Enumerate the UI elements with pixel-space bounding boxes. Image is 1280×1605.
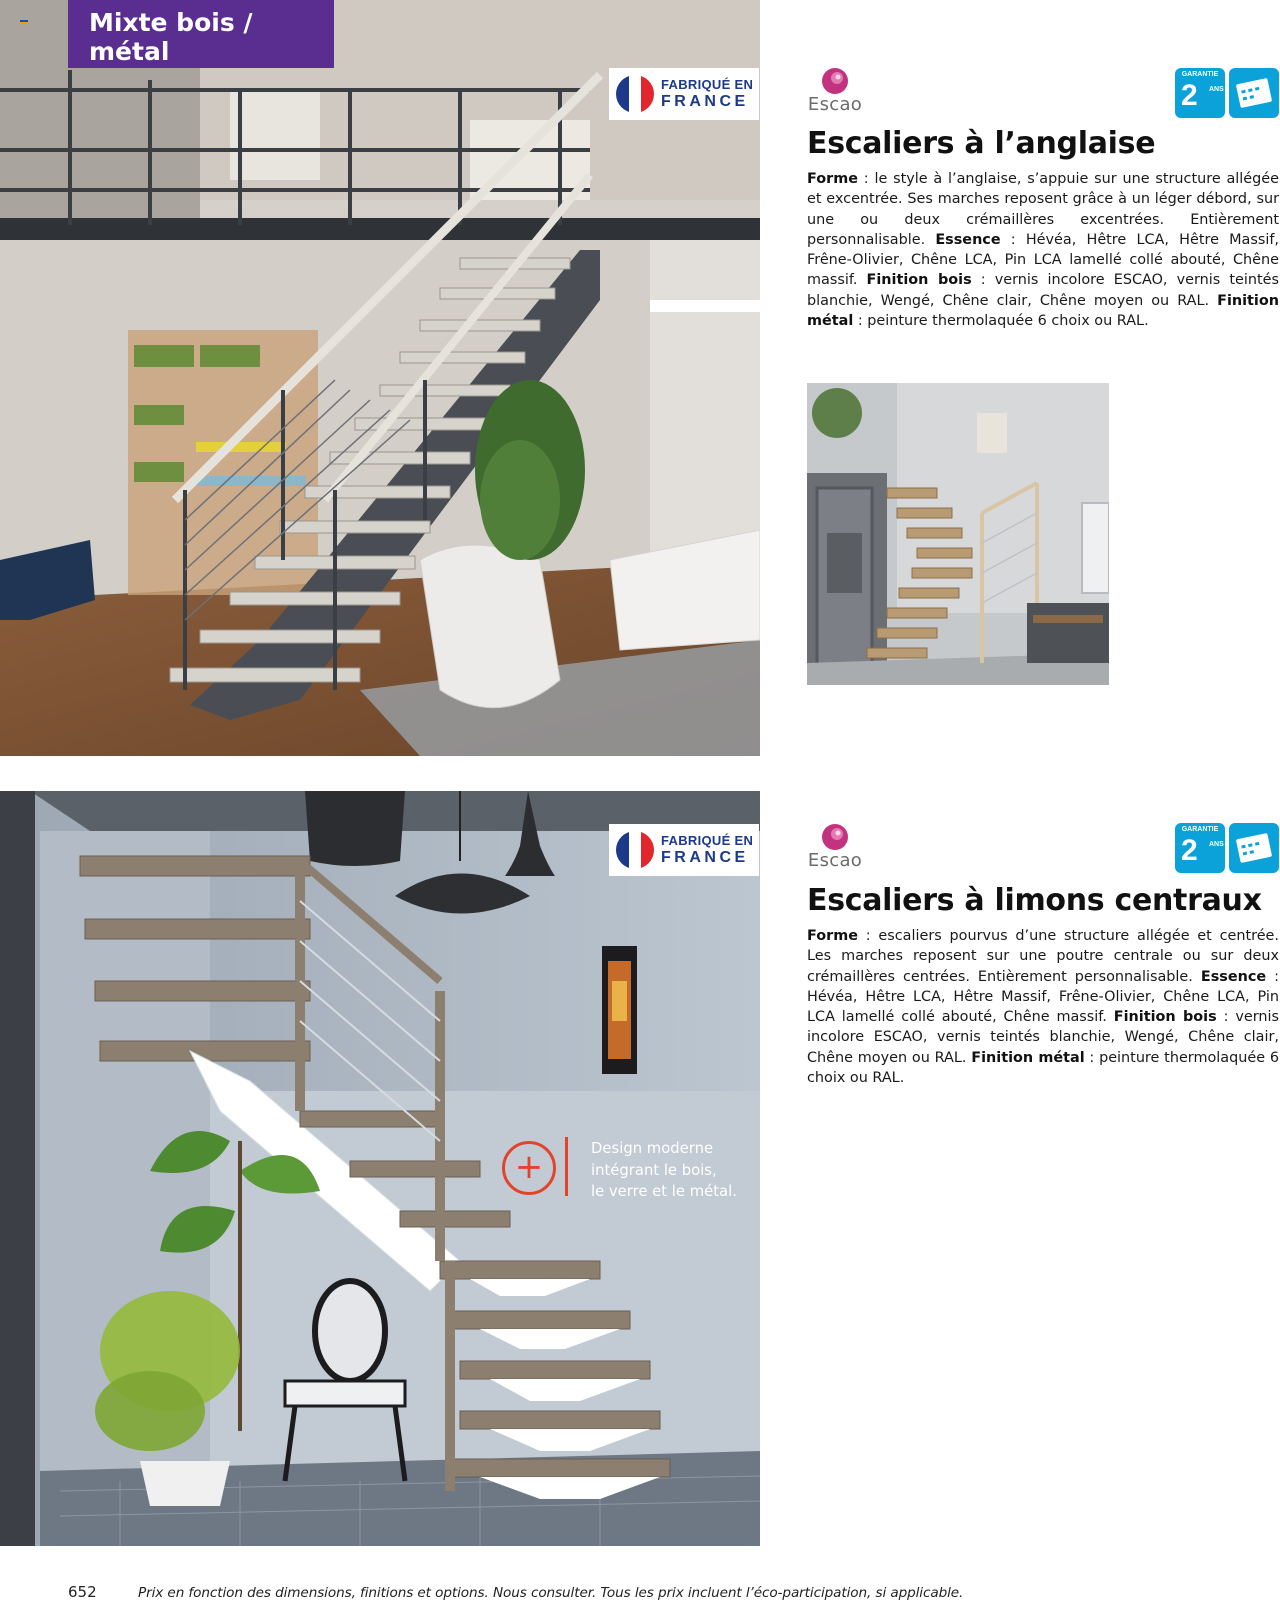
france-label: FRANCE xyxy=(661,93,749,110)
essence-label: Essence xyxy=(935,231,1001,248)
callout-divider xyxy=(565,1137,568,1196)
product-description xyxy=(807,926,1279,1088)
finition-metal-label: Finition métal xyxy=(971,1049,1085,1066)
callout-line: intégrant le bois, xyxy=(591,1161,717,1179)
forme-text: : le style à l’anglaise, s’appuie sur une structure allégée et excentrée. Ses marches reposent grâce à un léger débord, sur une ou deux crémaillères excentrées. Entièrement personnalisable. xyxy=(807,171,1279,248)
photo-english-staircase-detail xyxy=(807,383,1109,685)
warranty-unit: ANS xyxy=(1209,841,1224,848)
category-label: Mixte bois / métal xyxy=(89,8,253,66)
escao-logo xyxy=(800,822,870,878)
finition-bois-label: Finition bois xyxy=(866,272,972,289)
finition-bois-text: : vernis incolore ESCAO, vernis teintés blanchie, Wengé, Chêne clair, Chêne moyen ou RAL. xyxy=(807,1009,1279,1066)
forme-label: Forme xyxy=(807,171,858,187)
france-flag-icon xyxy=(615,74,655,114)
category-tab xyxy=(68,0,334,68)
finition-metal-label: Finition métal xyxy=(807,292,1279,330)
brand-name: Escao xyxy=(807,850,863,871)
finition-bois-text: : vernis incolore ESCAO, vernis teintés blanchie, Wengé, Chêne clair, Chêne moyen ou RAL. xyxy=(807,272,1279,309)
forme-text: : escaliers pourvus d’une structure allégée et centrée. Les marches reposent sur une poutre centrale ou sur deux crémaillères centrées. Entièrement personnalisable. xyxy=(807,928,1279,985)
finition-metal-text: : peinture thermolaquée 6 choix ou RAL. xyxy=(807,1049,1280,1087)
product-description xyxy=(807,169,1279,331)
page-number: 652 xyxy=(68,1583,97,1601)
made-in-france-badge xyxy=(609,68,759,120)
callout-line: Design moderne xyxy=(591,1140,714,1157)
escao-logo-icon xyxy=(820,66,850,96)
warranty-calendar-icon xyxy=(1229,823,1279,873)
essence-text: : Hévéa, Hêtre LCA, Hêtre Massif, Frêne-Olivier, Chêne LCA, Pin LCA lamellé collé abouté, Chêne massif. xyxy=(807,231,1279,289)
product-title: Escaliers à l’anglaise xyxy=(807,126,1156,161)
france-label: FRANCE xyxy=(661,849,749,866)
essence-text: : Hévéa, Hêtre LCA, Hêtre Massif, Frêne-Olivier, Chêne LCA, Pin LCA lamellé collé abouté, Chêne massif. xyxy=(807,968,1279,1026)
warranty-badge xyxy=(1175,68,1279,120)
warranty-years: 2 xyxy=(1181,834,1198,867)
france-flag-icon xyxy=(615,830,655,870)
footer-note: Prix en fonction des dimensions, finitions et options. Nous consulter. Tous les prix incluent l’éco-participation, si applicable. xyxy=(138,1585,964,1601)
essence-label: Essence xyxy=(1200,968,1267,985)
product-title: Escaliers à limons centraux xyxy=(807,883,1262,918)
warranty-unit: ANS xyxy=(1209,86,1224,93)
callout-line: le verre et le métal. xyxy=(591,1183,737,1200)
escao-logo xyxy=(800,66,870,122)
warranty-label: GARANTIE xyxy=(1181,826,1219,833)
made-in-label: FABRIQUÉ EN xyxy=(661,77,754,92)
forme-label: Forme xyxy=(807,928,858,944)
warranty-label: GARANTIE xyxy=(1181,71,1219,78)
warranty-years: 2 xyxy=(1181,79,1198,112)
escao-logo-icon xyxy=(820,822,850,852)
warranty-calendar-icon xyxy=(1229,68,1279,118)
made-in-france-badge xyxy=(609,824,759,876)
plus-icon: + xyxy=(502,1141,556,1195)
brand-name: Escao xyxy=(807,94,863,115)
warranty-badge xyxy=(1175,823,1279,875)
finition-metal-text: : peinture thermolaquée 6 choix ou RAL. xyxy=(853,313,1149,330)
feature-callout xyxy=(591,1138,759,1203)
corner-mark xyxy=(20,20,28,26)
made-in-label: FABRIQUÉ EN xyxy=(661,833,754,848)
finition-bois-label: Finition bois xyxy=(1113,1009,1217,1026)
